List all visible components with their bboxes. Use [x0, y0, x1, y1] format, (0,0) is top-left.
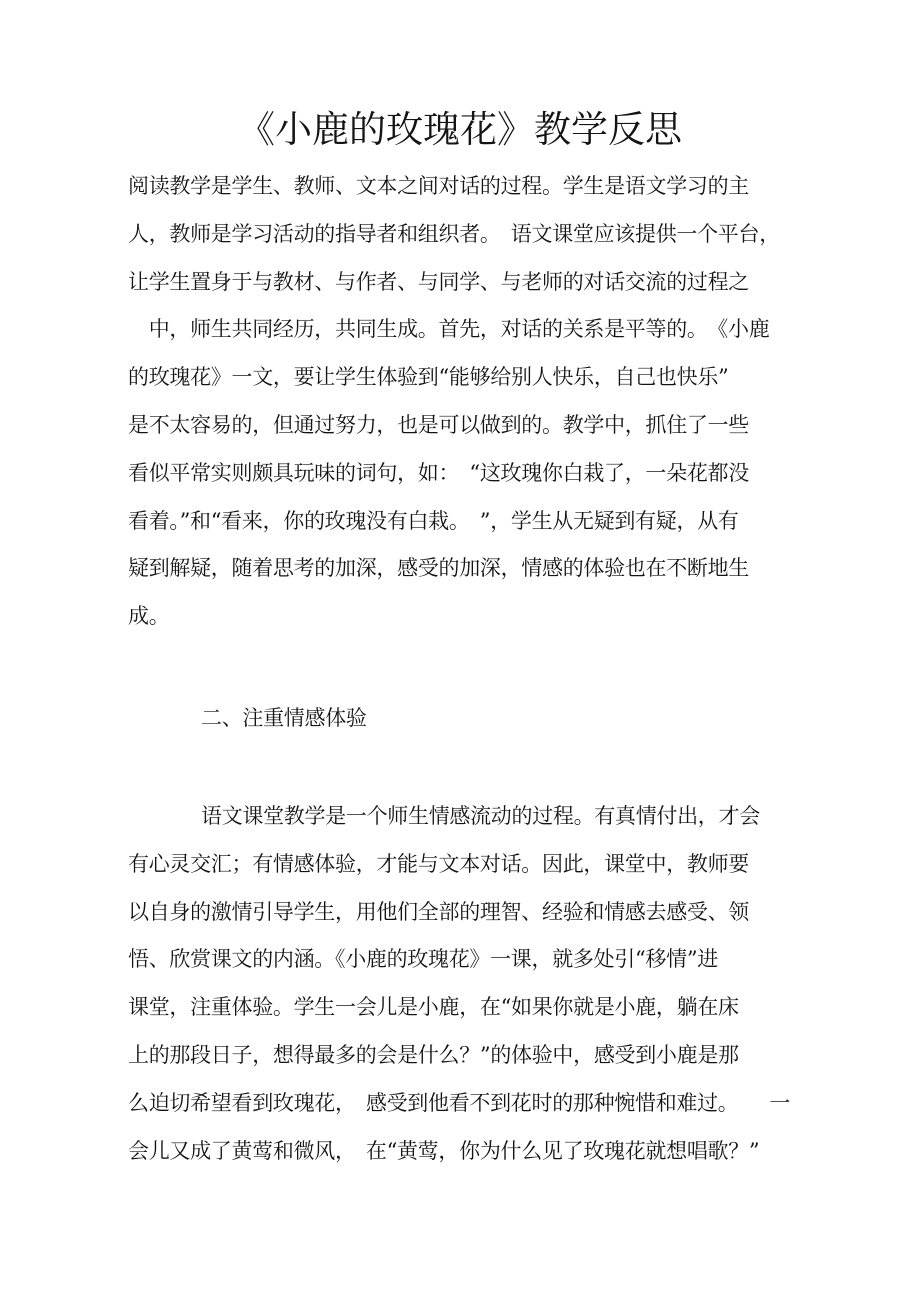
text-line: 是不太容易的，但通过努力，也是可以做到的。教学中，抓住了一些 [128, 412, 749, 437]
text-line: 有心灵交汇；有情感体验，才能与文本对话。因此，课堂中，教师要 [128, 851, 749, 876]
text-line: 以自身的激情引导学生，用他们全部的理智、经验和情感去感受、领 [128, 899, 749, 924]
section-heading: 二、注重情感体验 [201, 706, 367, 730]
text-line: 语文课堂教学是一个师生情感流动的过程。有真情付出，才会 [201, 804, 760, 828]
text-line: 看似平常实则颇具玩味的词句，如： “这玫瑰你白栽了，一朵花都没 [128, 460, 749, 485]
text-line: 让学生置身于与教材、与作者、与同学、与老师的对话交流的过程之 [128, 269, 749, 294]
text-line: 疑到解疑，随着思考的加深，感受的加深，情感的体验也在不断地生 [128, 556, 749, 581]
text-line: 会儿又成了黄莺和微风， 在“黄莺，你为什么见了玫瑰花就想唱歌？” [128, 1138, 760, 1163]
paragraph-2 [128, 793, 792, 1175]
document-title: 《小鹿的玫瑰花》教学反思 [238, 108, 682, 151]
text-line: 么迫切希望看到玫瑰花， 感受到他看不到花时的那种惋惜和难过。 一 [128, 1090, 791, 1115]
text-line: 的玫瑰花》一文，要让学生体验到“能够给别人快乐，自己也快乐” [128, 365, 729, 390]
text-line: 成。 [128, 604, 170, 629]
paragraph-1 [128, 163, 792, 641]
text-line: 看着。”和“看来，你的玫瑰没有白栽。 ”，学生从无疑到有疑，从有 [128, 508, 739, 533]
text-line: 上的那段日子，想得最多的会是什么？”的体验中，感受到小鹿是那 [128, 1042, 739, 1067]
text-line: 悟、欣赏课文的内涵。《小鹿的玫瑰花》一课，就多处引“移情”进 [128, 947, 718, 972]
text-line: 阅读教学是学生、教师、文本之间对话的过程。学生是语文学习的主 [128, 174, 749, 198]
text-line: 中，师生共同经历，共同生成。首先，对话的关系是平等的。 《小鹿 [128, 317, 770, 342]
text-line: 人，教师是学习活动的指导者和组织者。 语文课堂应该提供一个平台， [128, 221, 780, 246]
text-line: 课堂，注重体验。学生一会儿是小鹿，在“如果你就是小鹿，躺在床 [128, 995, 739, 1020]
